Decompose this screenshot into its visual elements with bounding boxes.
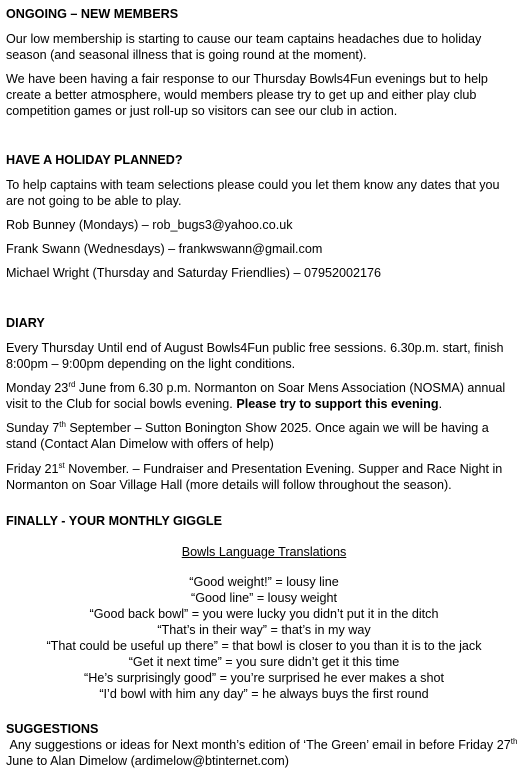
giggle-line: “He’s surprisingly good” = you’re surprised he ever makes a shot [84, 671, 444, 685]
heading-ongoing: ONGOING – NEW MEMBERS [6, 7, 179, 21]
contact-michael-wright: Michael Wright (Thursday and Saturday Friendlies) – 07952002176 [6, 266, 381, 280]
giggle-line: “Good weight!” = lousy line [189, 575, 339, 589]
diary-entry-fundraiser: Friday 21st November. – Fundraiser and Presentation Evening. Supper and Race Night in Normanton on Soar Village Hall (more details will follow throughout the season). [6, 461, 503, 492]
ongoing-paragraph-2: We have been having a fair response to our Thursday Bowls4Fun evenings but to help create a better atmosphere, would members please try to get up and either play club competition games or just roll-up so visitors can see our club in action. [6, 72, 488, 118]
diary-entry-sutton-bonington-show: Sunday 7th September – Sutton Bonington Show 2025. Once again we will be having a stand (Contact Alan Dimelow with offers of help) [6, 420, 489, 451]
giggle-line: “Good back bowl” = you were lucky you didn’t put it in the ditch [89, 607, 439, 621]
giggle-line: “Good line” = lousy weight [191, 591, 337, 605]
giggle-line: “That’s in their way” = that’s in my way [157, 623, 371, 637]
heading-diary: DIARY [6, 316, 45, 330]
contact-frank-swann: Frank Swann (Wednesdays) – frankwswann@gmail.com [6, 242, 323, 256]
contact-rob-bunney: Rob Bunney (Mondays) – rob_bugs3@yahoo.co.uk [6, 218, 293, 232]
diary-entry-bowls4fun: Every Thursday Until end of August Bowls4Fun public free sessions. 6.30p.m. start, finish 8:00pm – 9:00pm depending on the light conditions. [6, 341, 504, 371]
heading-suggestions: SUGGESTIONS [6, 722, 99, 736]
giggle-line: “Get it next time” = you sure didn’t get it this time [128, 655, 400, 669]
heading-holiday: HAVE A HOLIDAY PLANNED? [6, 153, 183, 167]
heading-giggle: FINALLY - YOUR MONTHLY GIGGLE [6, 514, 222, 528]
diary-entry-nosma: Monday 23rd June from 6.30 p.m. Normanton on Soar Mens Association (NOSMA) annual visit to the Club for social bowls evening. Please try to support this evening. [6, 380, 506, 411]
giggle-line: “I’d bowl with him any day” = he always buys the first round [99, 687, 429, 701]
giggle-title: Bowls Language Translations [181, 545, 347, 559]
holiday-intro: To help captains with team selections please could you let them know any dates that you are not going to be able to play. [6, 178, 500, 208]
ongoing-paragraph-1: Our low membership is starting to cause our team captains headaches due to holiday season (and seasonal illness that is going round at the moment). [6, 32, 482, 62]
suggestions-text: Any suggestions or ideas for Next month’s edition of ‘The Green’ email in before Friday 27th June to Alan Dimelow (ardimelow@btinternet.com) [6, 737, 521, 768]
giggle-line: “That could be useful up there” = that bowl is closer to you than it is to the jack [46, 639, 482, 653]
